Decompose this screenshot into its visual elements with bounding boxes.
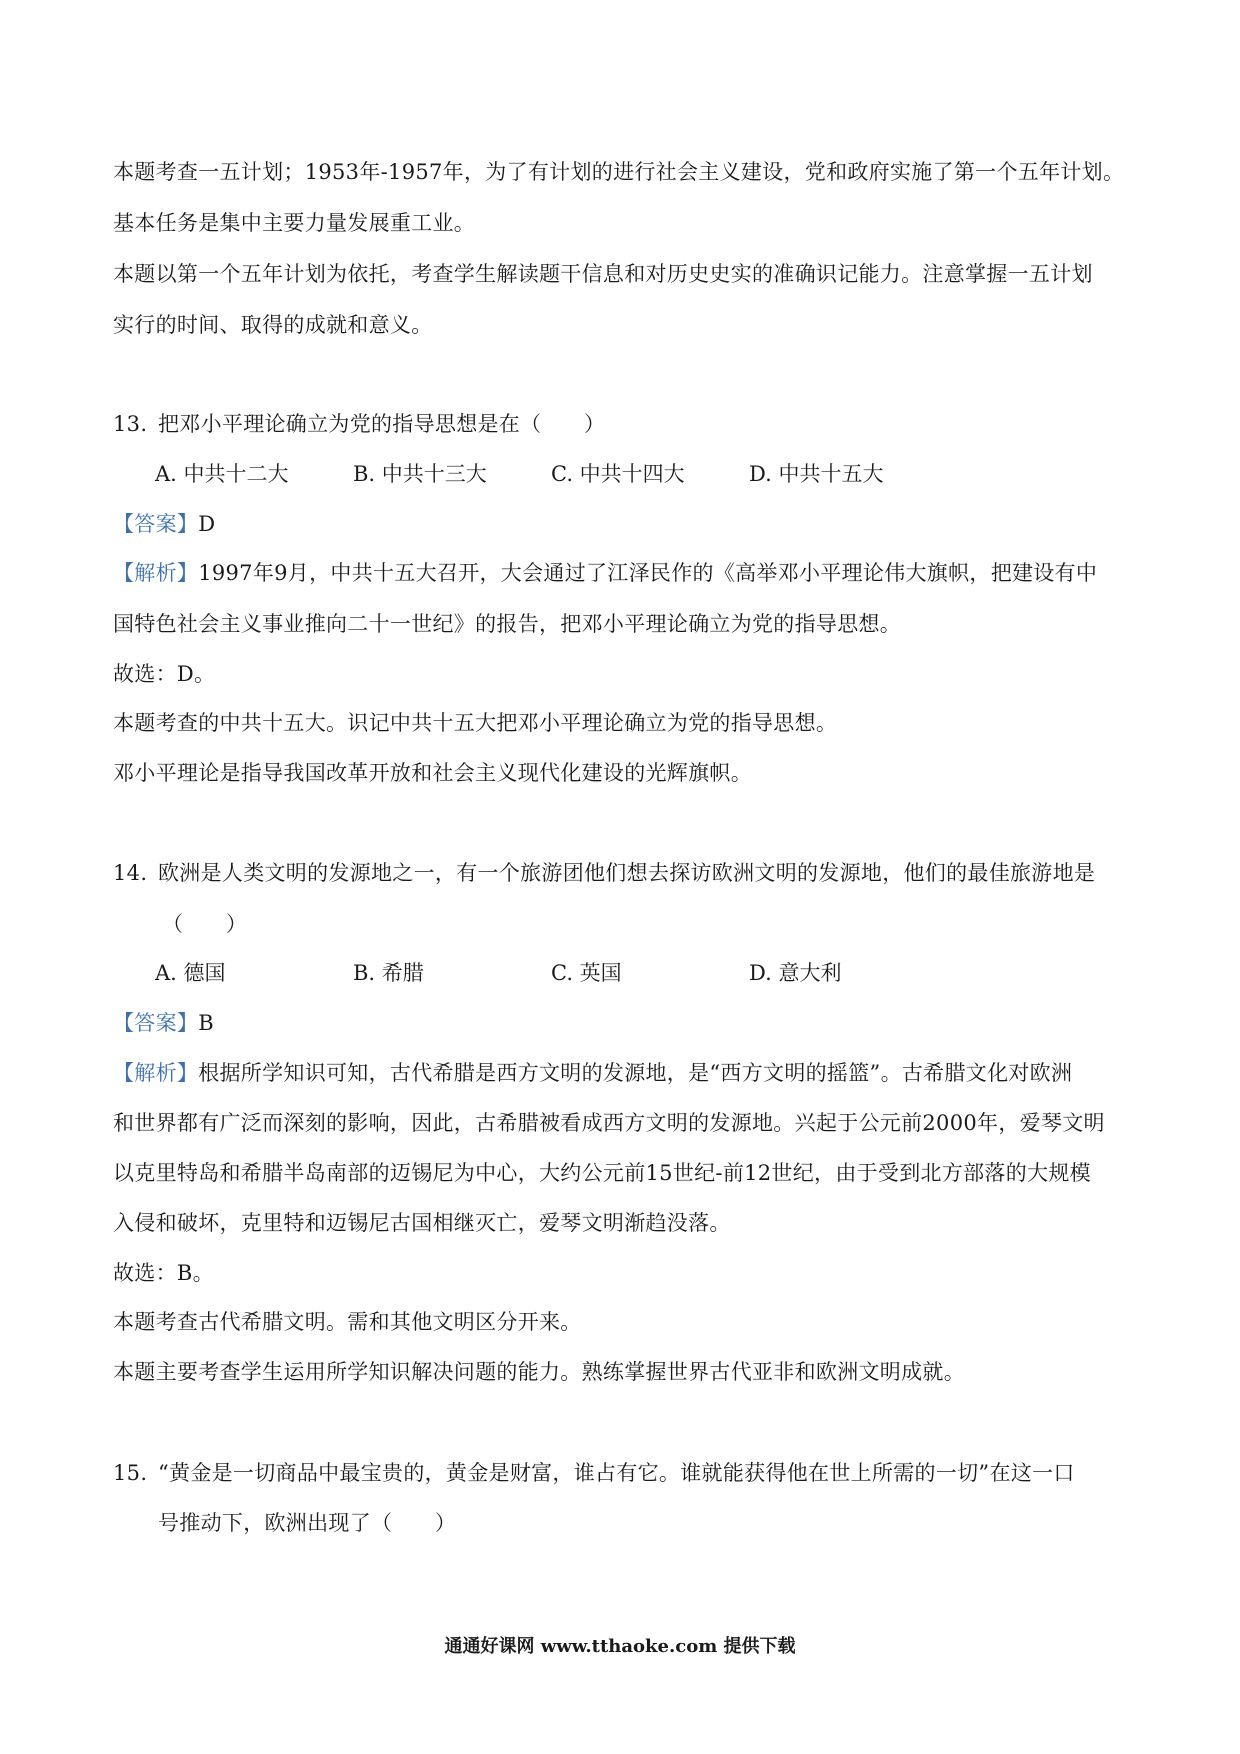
- analysis-text: 根据所学知识可知，古代希腊是西方文明的发源地，是“西方文明的摇篮”。古希腊文化对欧洲: [198, 1061, 1073, 1085]
- question-13-analysis-1: [113, 558, 1097, 588]
- question-14-answer: [113, 1008, 214, 1038]
- question-14-note-2: 本题主要考查学生运用所学知识解决问题的能力。熟练掌握世界古代亚非和欧洲文明成就。: [113, 1360, 965, 1384]
- question-15-stem-2: 号推动下，欧洲出现了（ ）: [158, 1511, 457, 1535]
- question-15-text: “黄金是一切商品中最宝贵的，黄金是财富，谁占有它。谁就能获得他在世上所需的一切”在这一口: [158, 1461, 1075, 1485]
- question-13-choose: 故选：D。: [113, 662, 216, 686]
- question-15-stem: [113, 1458, 1075, 1488]
- q13-option-a: A. 中共十二大: [155, 462, 289, 486]
- analysis-label: 【解析】: [113, 1061, 199, 1085]
- question-13-note-1: 本题考查的中共十五大。识记中共十五大把邓小平理论确立为党的指导思想。: [113, 711, 838, 735]
- question-14-stem-2: （ ）: [162, 912, 248, 936]
- q14-option-d: D. 意大利: [749, 961, 842, 985]
- analysis-text: 1997年9月，中共十五大召开，大会通过了江泽民作的《高举邓小平理论伟大旗帜，把建设有中: [198, 561, 1098, 585]
- answer-value: D: [198, 512, 216, 536]
- question-14-analysis-2: 和世界都有广泛而深刻的影响，因此，古希腊被看成西方文明的发源地。兴起于公元前2000年，爱琴文明: [113, 1111, 1105, 1135]
- question-15-number: 15.: [113, 1461, 148, 1485]
- q13-option-d: D. 中共十五大: [749, 462, 884, 486]
- question-13-answer: [113, 509, 215, 539]
- answer-value: B: [198, 1011, 214, 1035]
- q13-option-c: C. 中共十四大: [551, 462, 685, 486]
- question-14-analysis-4: 入侵和破坏，克里特和迈锡尼古国相继灭亡，爱琴文明渐趋没落。: [113, 1211, 731, 1235]
- question-14-analysis-3: 以克里特岛和希腊半岛南部的迈锡尼为中心，大约公元前15世纪-前12世纪，由于受到北方部落的大规模: [113, 1161, 1091, 1185]
- intro-line-1: 本题考查一五计划；1953年-1957年，为了有计划的进行社会主义建设，党和政府实施了第一个五年计划。: [113, 160, 1125, 184]
- page-footer: 通通好课网 www.tthaoke.com 提供下载: [444, 1636, 796, 1657]
- question-14-analysis-1: [113, 1058, 1072, 1088]
- question-14-stem: [113, 858, 1095, 888]
- question-13-stem: [113, 409, 605, 439]
- question-14-note-1: 本题考查古代希腊文明。需和其他文明区分开来。: [113, 1310, 582, 1334]
- q14-option-a: A. 德国: [155, 961, 226, 985]
- question-13-text: 把邓小平理论确立为党的指导思想是在（ ）: [158, 412, 606, 436]
- q14-option-b: B. 希腊: [353, 961, 424, 985]
- intro-line-3: 本题以第一个五年计划为依托，考查学生解读题干信息和对历史史实的准确识记能力。注意掌握一五计划: [113, 262, 1093, 286]
- intro-line-4: 实行的时间、取得的成就和意义。: [113, 313, 433, 337]
- answer-label: 【答案】: [113, 512, 199, 536]
- question-14-choose: 故选：B。: [113, 1261, 214, 1285]
- answer-label: 【答案】: [113, 1011, 199, 1035]
- analysis-label: 【解析】: [113, 561, 199, 585]
- question-13-number: 13.: [113, 412, 148, 436]
- intro-line-2: 基本任务是集中主要力量发展重工业。: [113, 211, 476, 235]
- question-13-analysis-2: 国特色社会主义事业推向二十一世纪》的报告，把邓小平理论确立为党的指导思想。: [113, 612, 902, 636]
- question-14-text: 欧洲是人类文明的发源地之一，有一个旅游团他们想去探访欧洲文明的发源地，他们的最佳旅游地是: [158, 861, 1096, 885]
- question-13-note-2: 邓小平理论是指导我国改革开放和社会主义现代化建设的光辉旗帜。: [113, 761, 752, 785]
- question-14-number: 14.: [113, 861, 148, 885]
- q13-option-b: B. 中共十三大: [353, 462, 487, 486]
- q14-option-c: C. 英国: [551, 961, 622, 985]
